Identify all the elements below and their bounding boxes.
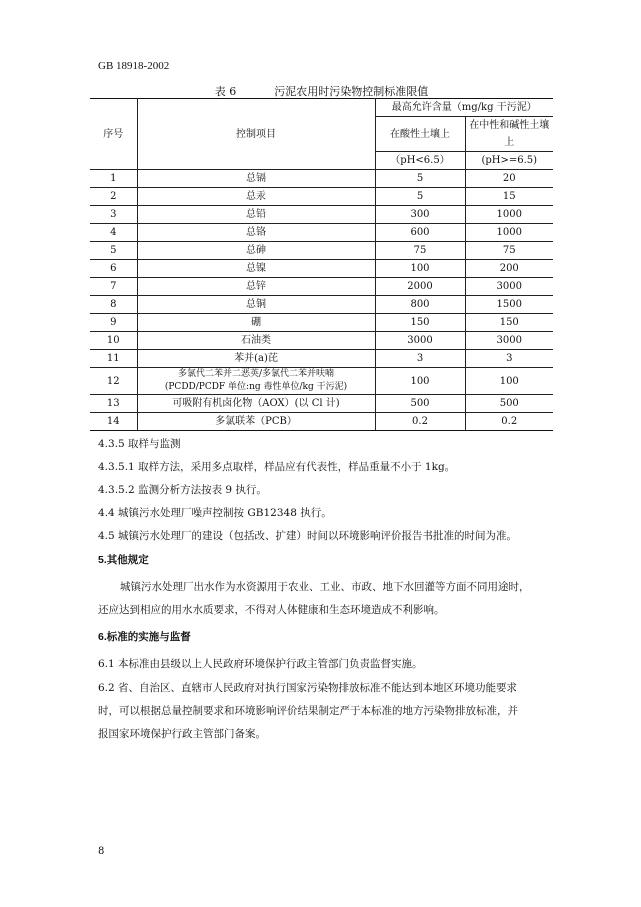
cell-acid: 500 (375, 395, 465, 413)
cell-item: 可吸附有机卤化物（AOX）(以 Cl 计) (137, 395, 375, 413)
cell-alk: 0.2 (465, 413, 553, 431)
cell-item: 石油类 (137, 332, 375, 350)
section-4-3-5: 4.3.5 取样与监测 (98, 438, 181, 450)
section-5-line-1: 城镇污水处理厂出水作为水资源用于农业、工业、市政、地下水回灌等方面不同用途时， (120, 581, 530, 593)
section-4-4: 4.4 城镇污水处理厂噪声控制按 GB12348 执行。 (98, 507, 332, 519)
section-6-2-line-1: 6.2 省、自治区、直辖市人民政府对执行国家污染物排放标准不能达到本地区环境功能要求 (98, 682, 518, 694)
table-row (90, 395, 553, 413)
section-6-2-line-2: 时，可以根据总量控制要求和环境影响评价结果制定严于本标准的地方污染物排放标准，并 (98, 705, 518, 717)
cell-item: 总铬 (137, 224, 375, 242)
section-6-1: 6.1 本标准由县级以上人民政府环境保护行政主管部门负责监督实施。 (98, 658, 423, 670)
cell-no: 6 (90, 260, 137, 278)
cell-no: 14 (90, 413, 137, 431)
table-row (90, 368, 553, 395)
cell-alk: 3000 (465, 278, 553, 296)
cell-acid: 100 (375, 368, 465, 395)
cell-item: 总锌 (137, 278, 375, 296)
cell-no: 13 (90, 395, 137, 413)
cell-no: 5 (90, 242, 137, 260)
cell-item-line1: 多氯代二苯并二恶英/多氯代二苯并呋喃 (177, 369, 335, 379)
cell-no: 7 (90, 278, 137, 296)
standard-number: GB 18918-2002 (98, 60, 170, 72)
table-row (90, 206, 553, 224)
cell-item (137, 368, 375, 395)
cell-item: 总砷 (137, 242, 375, 260)
cell-acid: 150 (375, 314, 465, 332)
table-caption (90, 83, 553, 99)
cell-alk: 150 (465, 314, 553, 332)
cell-alk: 500 (465, 395, 553, 413)
cell-item: 总镉 (137, 170, 375, 188)
section-4-5: 4.5 城镇污水处理厂的建设（包括改、扩建）时间以环境影响评价报告书批准的时间为准。 (98, 530, 518, 542)
cell-acid: 5 (375, 188, 465, 206)
cell-item: 总铜 (137, 296, 375, 314)
table-caption-number: 表 6 (214, 85, 237, 98)
cell-no: 3 (90, 206, 137, 224)
cell-acid: 800 (375, 296, 465, 314)
table-row (90, 296, 553, 314)
header-alkaline-ph: (pH>=6.5) (465, 152, 553, 170)
cell-no: 10 (90, 332, 137, 350)
section-6-2-line-3: 报国家环境保护行政主管部门备案。 (98, 728, 266, 740)
table-row (90, 278, 553, 296)
pollutant-limits-table (90, 98, 553, 431)
cell-acid: 2000 (375, 278, 465, 296)
cell-acid: 0.2 (375, 413, 465, 431)
cell-item: 总铅 (137, 206, 375, 224)
header-acid-soil: 在酸性土壤上 (375, 117, 465, 152)
cell-item: 多氯联苯（PCB） (137, 413, 375, 431)
cell-alk: 200 (465, 260, 553, 278)
table-row (90, 332, 553, 350)
cell-item-line2: (PCDD/PCDF 单位:ng 毒性单位/kg 干污泥) (164, 382, 348, 392)
table-row (90, 188, 553, 206)
cell-item: 苯并(a)芘 (137, 350, 375, 368)
cell-alk: 100 (465, 368, 553, 395)
cell-acid: 75 (375, 242, 465, 260)
table-row (90, 314, 553, 332)
cell-alk: 20 (465, 170, 553, 188)
table-row (90, 170, 553, 188)
header-alkaline-soil: 在中性和碱性土壤上 (465, 117, 553, 152)
cell-no: 11 (90, 350, 137, 368)
section-4-3-5-2: 4.3.5.2 监测分析方法按表 9 执行。 (98, 484, 267, 496)
cell-no: 1 (90, 170, 137, 188)
cell-alk: 3 (465, 350, 553, 368)
header-no: 序号 (90, 99, 137, 170)
section-4-3-5-1: 4.3.5.1 取样方法，采用多点取样，样品应有代表性，样品重量不小于 1kg。 (98, 461, 456, 473)
header-item: 控制项目 (137, 99, 375, 170)
cell-alk: 1000 (465, 206, 553, 224)
table-row (90, 224, 553, 242)
heading-section-5: 5.其他规定 (98, 554, 149, 566)
cell-alk: 1000 (465, 224, 553, 242)
heading-section-6: 6.标准的实施与监督 (98, 631, 191, 643)
cell-item: 总汞 (137, 188, 375, 206)
cell-no: 2 (90, 188, 137, 206)
cell-no: 12 (90, 368, 137, 395)
table-caption-title: 污泥农用时污染物控制标准限值 (274, 85, 429, 98)
cell-no: 9 (90, 314, 137, 332)
cell-acid: 300 (375, 206, 465, 224)
cell-no: 8 (90, 296, 137, 314)
cell-alk: 1500 (465, 296, 553, 314)
cell-alk: 15 (465, 188, 553, 206)
cell-acid: 5 (375, 170, 465, 188)
table-row (90, 242, 553, 260)
cell-alk: 3000 (465, 332, 553, 350)
cell-item: 硼 (137, 314, 375, 332)
section-5-line-2: 还应达到相应的用水水质要求，不得对人体健康和生态环境造成不利影响。 (98, 604, 445, 616)
cell-item: 总镍 (137, 260, 375, 278)
table-row (90, 413, 553, 431)
cell-acid: 3 (375, 350, 465, 368)
header-acid-ph: （pH<6.5） (375, 152, 465, 170)
cell-alk: 75 (465, 242, 553, 260)
page-number: 8 (98, 846, 105, 857)
cell-no: 4 (90, 224, 137, 242)
cell-acid: 600 (375, 224, 465, 242)
cell-acid: 3000 (375, 332, 465, 350)
cell-acid: 100 (375, 260, 465, 278)
table-row (90, 350, 553, 368)
header-max-content: 最高允许含量（mg/kg 干污泥） (375, 99, 553, 117)
table-row (90, 260, 553, 278)
